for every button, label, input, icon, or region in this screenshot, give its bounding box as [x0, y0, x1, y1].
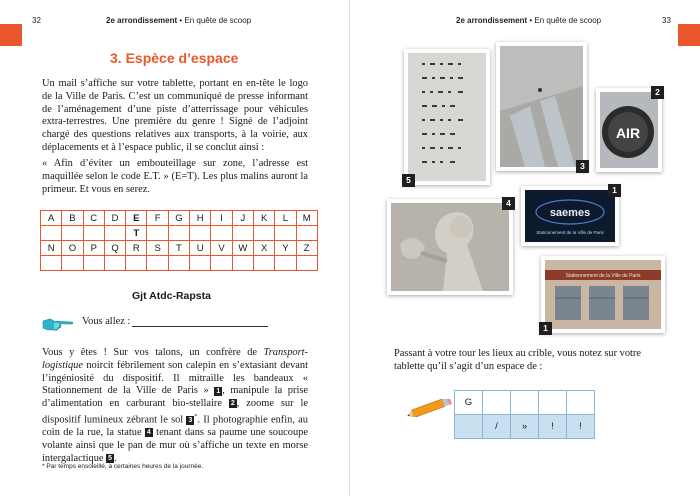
grid-cell — [104, 226, 125, 241]
photo-badge-3: 3 — [576, 160, 589, 173]
cipher-grid-row-answers-2 — [41, 256, 318, 271]
intro-paragraph: Un mail s’affiche sur votre tablette, portant en en-tête le logo de la Ville de Paris. C’est un communiqué de presse informant de l’aménagement d’une piste d’atterrissage pour véhicules extra-terrestres. Une première du genre ! Signé de l’adjoint chargé des questions relatives aux transports, à la voirie, aux déplacements et à l’espace public, il se conclut ainsi : — [42, 78, 308, 153]
photo-air-nozzle — [596, 88, 662, 172]
answer-cell[interactable] — [483, 391, 511, 415]
photo-badge-1-bottom: 1 — [539, 322, 552, 335]
ref-badge-5: 5 — [108, 454, 113, 462]
cipher-grid — [40, 210, 318, 271]
grid-cell: B — [62, 211, 83, 226]
cipher-grid-row-letters-2 — [41, 241, 318, 256]
grid-cell: R — [126, 241, 147, 256]
answer-cell[interactable] — [539, 391, 567, 415]
grid-cell: T — [126, 226, 147, 241]
answer-cell: ! — [539, 415, 567, 439]
grid-cell: O — [62, 241, 83, 256]
running-header-left: 2e arrondissement • En quête de scoop — [106, 16, 252, 25]
grid-cell — [147, 226, 168, 241]
grid-cell: F — [147, 211, 168, 226]
grid-cell[interactable] — [275, 256, 296, 271]
page-number-left: 32 — [32, 16, 41, 25]
grid-cell[interactable] — [147, 256, 168, 271]
photo-stationnement-building — [541, 256, 665, 333]
page-tab-left — [0, 24, 22, 46]
grid-cell[interactable] — [104, 256, 125, 271]
pavement-image — [500, 46, 583, 167]
answer-cell: / — [483, 415, 511, 439]
photo-badge-5: 5 — [402, 174, 415, 187]
photo-badge-2: 2 — [651, 86, 664, 99]
photo-badge-4: 4 — [502, 197, 515, 210]
answer-cell[interactable] — [567, 391, 595, 415]
grid-cell[interactable] — [126, 256, 147, 271]
pencil-icon — [406, 399, 452, 417]
answer-prompt: Vous allez : — [82, 316, 131, 327]
grid-cell: W — [232, 241, 253, 256]
saemes-sign-image — [525, 190, 615, 242]
answer-grid-row-letters — [455, 391, 595, 415]
photo-morse-facade — [404, 49, 490, 185]
running-header-right: 2e arrondissement • En quête de scoop — [456, 16, 602, 25]
saemes-logo-text: saemes — [549, 207, 591, 219]
air-label: AIR — [615, 125, 641, 141]
page-tab-right — [678, 24, 700, 46]
grid-cell: A — [41, 211, 62, 226]
ref-badge-3: 3 — [188, 416, 193, 424]
grid-cell: P — [83, 241, 104, 256]
grid-cell[interactable] — [83, 256, 104, 271]
grid-cell: J — [232, 211, 253, 226]
building-image — [545, 260, 661, 329]
answer-cell[interactable] — [511, 391, 539, 415]
cipher-grid-row-answers-1 — [41, 226, 318, 241]
grid-cell — [41, 226, 62, 241]
grid-cell — [62, 226, 83, 241]
pointing-hand-icon — [42, 316, 74, 332]
answer-cell: » — [511, 415, 539, 439]
grid-cell: Z — [296, 241, 317, 256]
answer-grid-row-symbols — [455, 415, 595, 439]
answer-cell: ! — [567, 415, 595, 439]
grid-cell[interactable] — [296, 256, 317, 271]
section-title: 3. Espèce d’espace — [110, 50, 239, 66]
grid-cell: C — [83, 211, 104, 226]
grid-cell: T — [168, 241, 189, 256]
saemes-subtitle: Stationnement de la Ville de Paris — [536, 230, 604, 235]
statue-image — [391, 203, 509, 291]
grid-cell: I — [211, 211, 232, 226]
air-nozzle-image — [600, 92, 658, 168]
grid-cell: V — [211, 241, 232, 256]
ref-badge-1: 1 — [216, 387, 221, 395]
grid-cell — [232, 226, 253, 241]
grid-cell — [253, 226, 274, 241]
grid-cell: M — [296, 211, 317, 226]
grid-cell: Q — [104, 241, 125, 256]
grid-cell[interactable] — [62, 256, 83, 271]
story-paragraph: Vous y êtes ! Sur vos talons, un confrère de Transport-logistique noircit fébrilement son calepin en s’extasiant devant l’ingéniosité du dispositif. Il mitraille les bandeaux « Stationnement de la Ville de Paris » 1 , manipule la prise d’alimentation en carburant bio-stellaire 2 , zoome sur le dispositif lumineux zébrant le sol 3 *. Il photographie enfin, au coin de la rue, la statue 4 tenant dans sa paume une soucoupe volante ainsi que le pan de mur où s’affiche un texte en morse intergalactique 5 . — [42, 347, 308, 464]
photo-badge-1-top: 1 — [608, 184, 621, 197]
answer-line[interactable] — [132, 326, 268, 327]
grid-cell: L — [275, 211, 296, 226]
grid-cell: G — [168, 211, 189, 226]
grid-cell[interactable] — [253, 256, 274, 271]
grid-cell — [190, 226, 211, 241]
building-sign-text: Stationnement de la Ville de Paris — [565, 273, 641, 279]
grid-cell — [275, 226, 296, 241]
grid-cell — [168, 226, 189, 241]
grid-cell: Y — [275, 241, 296, 256]
footnote: * Par temps ensoleillé, à certaines heures de la journée. — [42, 463, 204, 470]
answer-cell — [455, 415, 483, 439]
grid-cell: E — [126, 211, 147, 226]
ref-badge-2: 2 — [230, 400, 235, 408]
grid-cell: U — [190, 241, 211, 256]
cipher-text: Gjt Atdc-Rapsta — [132, 290, 211, 302]
ref-badge-4: 4 — [146, 429, 151, 437]
grid-cell — [211, 226, 232, 241]
photo-statue — [387, 199, 513, 295]
grid-cell[interactable] — [190, 256, 211, 271]
facade-image — [408, 53, 486, 181]
grid-cell — [83, 226, 104, 241]
grid-cell[interactable] — [232, 256, 253, 271]
grid-cell[interactable] — [211, 256, 232, 271]
photo-saemes-sign — [521, 186, 619, 246]
right-caption: Passant à votre tour les lieux au crible, vous notez sur votre tablette qu’il s’agit d’un espace de : — [394, 348, 642, 372]
answer-grid — [454, 390, 595, 439]
grid-cell[interactable] — [168, 256, 189, 271]
grid-cell: K — [253, 211, 274, 226]
grid-cell: D — [104, 211, 125, 226]
cipher-grid-row-letters-1 — [41, 211, 318, 226]
answer-cell[interactable]: G — [455, 391, 483, 415]
page-number-right: 33 — [662, 16, 671, 25]
photo-light-pavement — [496, 42, 587, 171]
grid-cell: X — [253, 241, 274, 256]
grid-cell: N — [41, 241, 62, 256]
grid-cell — [296, 226, 317, 241]
grid-cell: H — [190, 211, 211, 226]
grid-cell: S — [147, 241, 168, 256]
grid-cell[interactable] — [41, 256, 62, 271]
quote-paragraph: « Afin d’éviter un embouteillage sur zone, l’adresse est maquillée selon le code E.T. » (E=T). Les plus malins auront la primeur. Et vous en serez. — [42, 158, 308, 195]
